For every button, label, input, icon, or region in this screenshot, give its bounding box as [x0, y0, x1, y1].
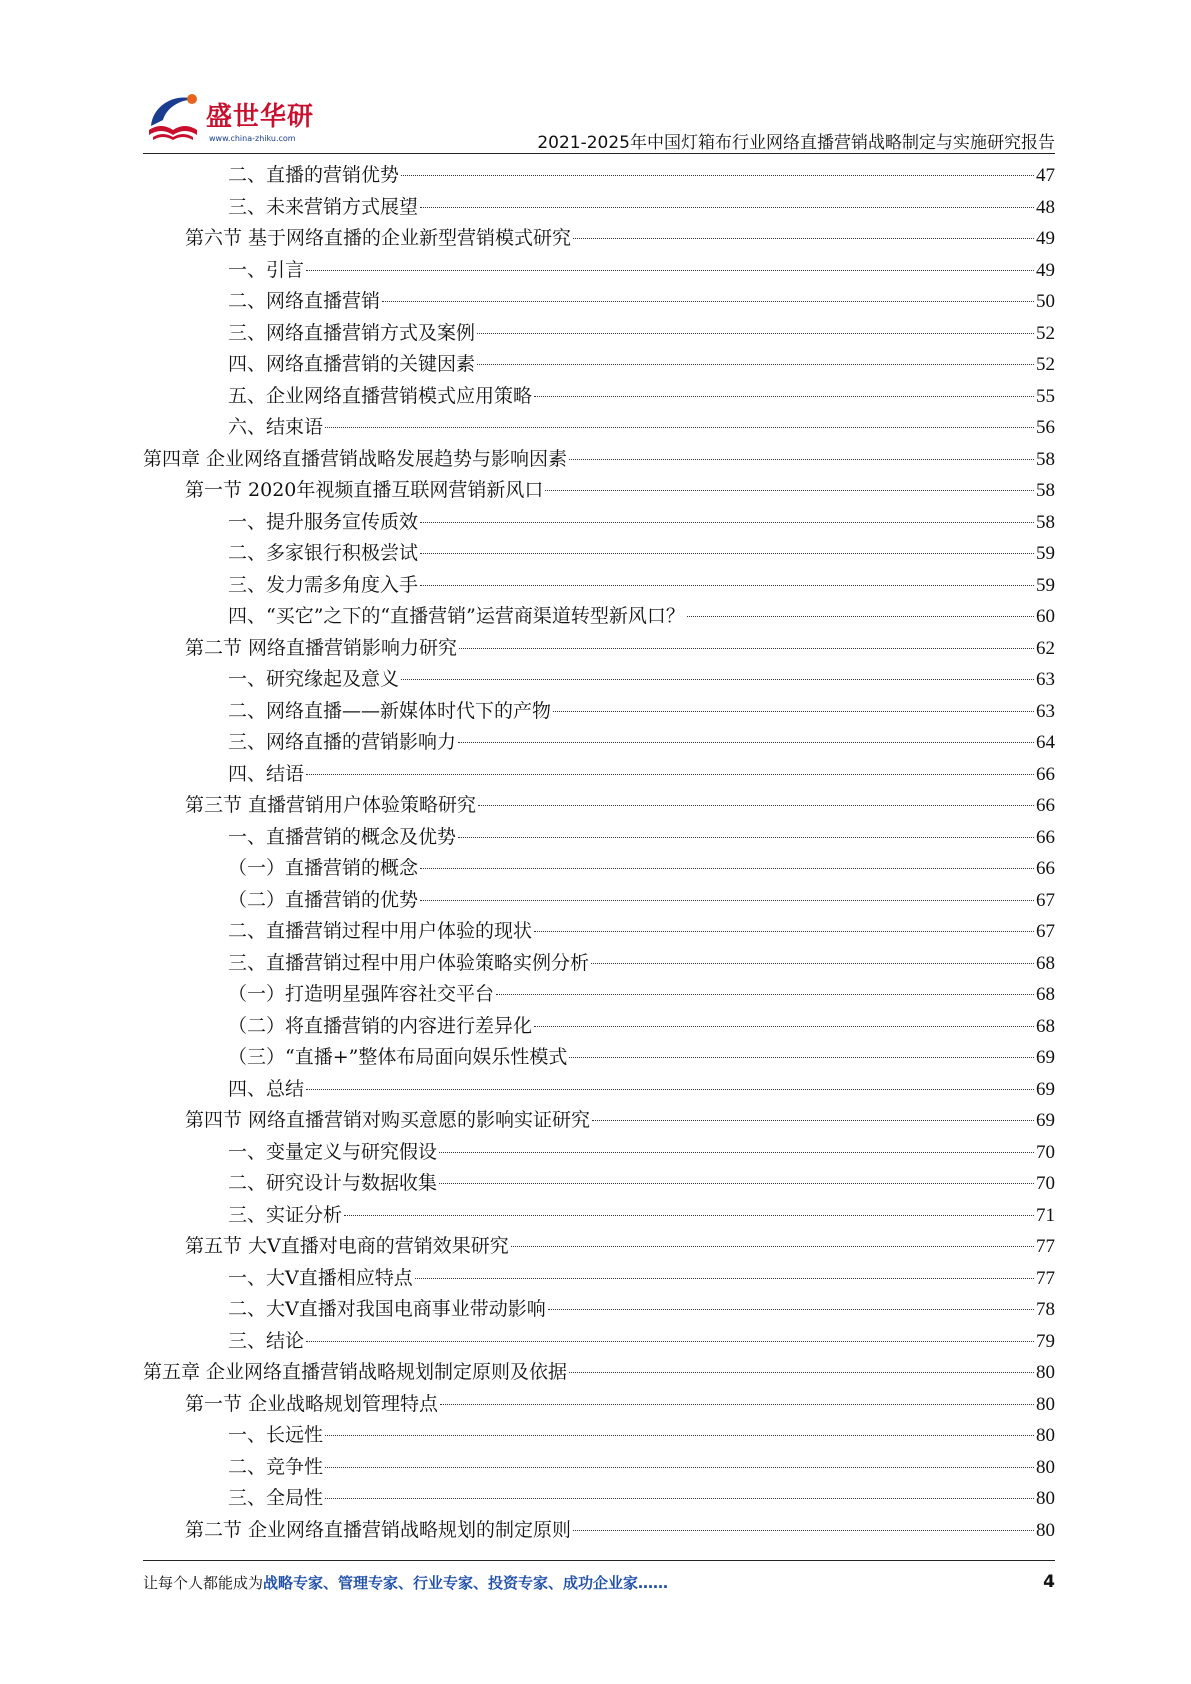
- toc-entry-title: 一、直播营销的概念及优势: [228, 825, 457, 848]
- toc-page-number: 77: [1036, 1236, 1055, 1257]
- toc-page-number: 58: [1036, 511, 1055, 533]
- toc-page-number: 66: [1036, 763, 1055, 785]
- table-of-contents: [143, 160, 1055, 1546]
- company-logo: [143, 86, 313, 148]
- toc-dot-leader: [306, 1341, 1034, 1342]
- toc-entry-title: 第四章 企业网络直播营销战略发展趋势与影响因素: [143, 447, 568, 470]
- footer-slogan-highlight: 战略专家、管理专家、行业专家、投资专家、成功企业家……: [263, 1574, 669, 1592]
- toc-entry[interactable]: [143, 223, 1055, 255]
- toc-page-number: 79: [1036, 1330, 1055, 1352]
- toc-entry-title: 三、网络直播营销方式及案例: [228, 321, 476, 344]
- toc-page-number: 62: [1036, 637, 1055, 659]
- toc-entry-title: 二、大V直播对我国电商事业带动影响: [228, 1298, 546, 1320]
- toc-page-number: 77: [1036, 1267, 1055, 1289]
- header-divider: [143, 153, 1055, 154]
- toc-entry-title: 三、实证分析: [228, 1203, 343, 1226]
- toc-dot-leader: [325, 1467, 1034, 1468]
- toc-entry[interactable]: [143, 444, 1055, 476]
- toc-entry[interactable]: [143, 1200, 1055, 1232]
- toc-entry-title: 二、直播营销过程中用户体验的现状: [228, 920, 533, 942]
- toc-page-number: 78: [1036, 1299, 1055, 1320]
- toc-entry[interactable]: [143, 318, 1055, 350]
- toc-page-number: 69: [1036, 1110, 1055, 1131]
- toc-dot-leader: [478, 805, 1034, 806]
- toc-entry[interactable]: [143, 192, 1055, 224]
- toc-dot-leader: [439, 1152, 1034, 1153]
- toc-page-number: 67: [1036, 921, 1055, 942]
- toc-entry-title: 二、研究设计与数据收集: [228, 1172, 438, 1194]
- toc-page-number: 69: [1036, 1047, 1055, 1068]
- toc-entry-title: 四、结语: [228, 762, 305, 785]
- toc-page-number: 58: [1036, 448, 1055, 470]
- toc-entry-title: 二、多家银行积极尝试: [228, 542, 419, 564]
- toc-entry[interactable]: [143, 1326, 1055, 1358]
- toc-page-number: 52: [1036, 354, 1055, 375]
- toc-entry[interactable]: [143, 1452, 1055, 1484]
- toc-dot-leader: [420, 585, 1034, 586]
- toc-page-number: 66: [1036, 795, 1055, 816]
- toc-dot-leader: [415, 1278, 1034, 1279]
- toc-entry[interactable]: [143, 916, 1055, 948]
- toc-dot-leader: [382, 301, 1034, 302]
- toc-entry[interactable]: [143, 601, 1055, 633]
- toc-entry-title: 第五节 大V直播对电商的营销效果研究: [185, 1235, 509, 1257]
- toc-dot-leader: [534, 1026, 1034, 1027]
- toc-entry[interactable]: [143, 696, 1055, 728]
- toc-page-number: 60: [1036, 606, 1055, 627]
- toc-entry[interactable]: [143, 1231, 1055, 1263]
- toc-dot-leader: [459, 648, 1034, 649]
- footer-slogan: [143, 1572, 668, 1593]
- toc-entry-title: 一、长远性: [228, 1424, 324, 1446]
- toc-entry-title: 三、结论: [228, 1329, 305, 1352]
- toc-entry[interactable]: [143, 412, 1055, 444]
- toc-entry-title: 一、研究缘起及意义: [228, 668, 400, 690]
- logo-url: www.china-zhiku.com: [209, 134, 296, 143]
- toc-page-number: 71: [1036, 1204, 1055, 1226]
- toc-page-number: 80: [1036, 1425, 1055, 1446]
- toc-dot-leader: [306, 1089, 1034, 1090]
- toc-entry[interactable]: [143, 1011, 1055, 1043]
- toc-entry-title: 第六节 基于网络直播的企业新型营销模式研究: [185, 227, 572, 249]
- toc-entry-title: 五、企业网络直播营销模式应用策略: [228, 384, 533, 407]
- toc-entry[interactable]: [143, 633, 1055, 665]
- logo-emblem-icon: [143, 86, 205, 144]
- toc-entry[interactable]: [143, 853, 1055, 885]
- toc-entry-title: 四、网络直播营销的关键因素: [228, 353, 476, 375]
- toc-page-number: 63: [1036, 700, 1055, 722]
- toc-page-number: 56: [1036, 417, 1055, 438]
- toc-page-number: 68: [1036, 984, 1055, 1005]
- toc-entry-title: 一、变量定义与研究假设: [228, 1140, 438, 1163]
- toc-dot-leader: [458, 837, 1034, 838]
- footer-slogan-prefix: 让每个人都能成为: [143, 1574, 264, 1592]
- toc-dot-leader: [420, 207, 1034, 208]
- toc-entry[interactable]: [143, 1137, 1055, 1169]
- toc-entry-title: 三、直播营销过程中用户体验策略实例分析: [228, 951, 590, 974]
- toc-entry[interactable]: [143, 948, 1055, 980]
- toc-entry[interactable]: [143, 538, 1055, 570]
- toc-entry[interactable]: [143, 475, 1055, 507]
- toc-dot-leader: [569, 1372, 1034, 1373]
- toc-entry[interactable]: [143, 1515, 1055, 1547]
- toc-page-number: 66: [1036, 858, 1055, 879]
- toc-entry-title: 三、发力需多角度入手: [228, 573, 419, 596]
- toc-entry[interactable]: [143, 822, 1055, 854]
- toc-entry[interactable]: [143, 790, 1055, 822]
- toc-page-number: 70: [1036, 1141, 1055, 1163]
- toc-dot-leader: [545, 490, 1034, 491]
- toc-dot-leader: [401, 679, 1034, 680]
- toc-page-number: 52: [1036, 322, 1055, 344]
- toc-entry-title: 三、未来营销方式展望: [228, 195, 419, 218]
- toc-dot-leader: [325, 1498, 1034, 1499]
- toc-entry-title: 二、竞争性: [228, 1455, 324, 1478]
- toc-entry-title: 四、“买它”之下的“直播营销”运营商渠道转型新风口？: [228, 605, 685, 627]
- toc-dot-leader: [420, 522, 1034, 523]
- toc-dot-leader: [569, 1057, 1034, 1058]
- page-number: 4: [1043, 1572, 1055, 1592]
- toc-dot-leader: [439, 1183, 1034, 1184]
- toc-entry-title: 第三节 直播营销用户体验策略研究: [185, 794, 477, 816]
- toc-entry-title: 第五章 企业网络直播营销战略规划制定原则及依据: [143, 1361, 568, 1383]
- toc-dot-leader: [440, 1404, 1034, 1405]
- toc-dot-leader: [511, 1246, 1034, 1247]
- toc-entry-title: （二）将直播营销的内容进行差异化: [228, 1014, 533, 1037]
- toc-page-number: 80: [1036, 1456, 1055, 1478]
- toc-page-number: 49: [1036, 259, 1055, 281]
- toc-entry-title: （二）直播营销的优势: [228, 888, 419, 911]
- toc-dot-leader: [534, 931, 1034, 932]
- toc-page-number: 59: [1036, 543, 1055, 564]
- toc-entry[interactable]: [143, 979, 1055, 1011]
- toc-entry[interactable]: [143, 664, 1055, 696]
- toc-dot-leader: [548, 1309, 1034, 1310]
- toc-entry[interactable]: [143, 286, 1055, 318]
- toc-entry-title: 一、提升服务宣传质效: [228, 510, 419, 533]
- toc-dot-leader: [687, 616, 1034, 617]
- toc-page-number: 80: [1036, 1519, 1055, 1541]
- page-header: [143, 82, 1055, 154]
- toc-entry[interactable]: [143, 727, 1055, 759]
- toc-dot-leader: [569, 459, 1034, 460]
- toc-entry[interactable]: [143, 1389, 1055, 1421]
- toc-page-number: 63: [1036, 669, 1055, 690]
- toc-entry-title: 二、网络直播营销: [228, 290, 381, 312]
- toc-page-number: 66: [1036, 826, 1055, 848]
- footer-divider: [143, 1560, 1055, 1561]
- toc-entry-title: 第二节 企业网络直播营销战略规划的制定原则: [185, 1518, 572, 1541]
- toc-entry-title: 四、总结: [228, 1077, 305, 1100]
- toc-dot-leader: [573, 1530, 1034, 1531]
- toc-dot-leader: [306, 774, 1034, 775]
- toc-entry[interactable]: [143, 570, 1055, 602]
- toc-dot-leader: [592, 1120, 1034, 1121]
- toc-dot-leader: [420, 868, 1034, 869]
- toc-entry[interactable]: [143, 1357, 1055, 1389]
- toc-dot-leader: [591, 963, 1034, 964]
- toc-dot-leader: [458, 742, 1034, 743]
- toc-page-number: 59: [1036, 574, 1055, 596]
- toc-dot-leader: [344, 1215, 1034, 1216]
- toc-dot-leader: [401, 175, 1034, 176]
- toc-entry[interactable]: [143, 1105, 1055, 1137]
- toc-page-number: 68: [1036, 952, 1055, 974]
- toc-entry-title: （一）打造明星强阵容社交平台: [228, 983, 495, 1005]
- toc-dot-leader: [477, 364, 1034, 365]
- toc-entry[interactable]: [143, 1074, 1055, 1106]
- toc-entry-title: 二、网络直播——新媒体时代下的产物: [228, 699, 552, 722]
- toc-entry-title: 二、直播的营销优势: [228, 164, 400, 186]
- toc-entry-title: 三、网络直播的营销影响力: [228, 731, 457, 753]
- toc-entry[interactable]: [143, 759, 1055, 791]
- toc-entry[interactable]: [143, 1483, 1055, 1515]
- toc-entry[interactable]: [143, 160, 1055, 192]
- toc-entry[interactable]: [143, 255, 1055, 287]
- toc-entry[interactable]: [143, 1042, 1055, 1074]
- toc-page-number: 48: [1036, 196, 1055, 218]
- toc-dot-leader: [325, 427, 1034, 428]
- toc-dot-leader: [306, 270, 1034, 271]
- toc-entry[interactable]: [143, 381, 1055, 413]
- toc-entry-title: 三、全局性: [228, 1487, 324, 1509]
- toc-entry-title: （三）“直播+”整体布局面向娱乐性模式: [228, 1046, 568, 1068]
- page-footer: [143, 1572, 1055, 1598]
- toc-entry[interactable]: [143, 1263, 1055, 1295]
- toc-dot-leader: [553, 711, 1034, 712]
- toc-entry-title: （一）直播营销的概念: [228, 857, 419, 879]
- toc-entry-title: 六、结束语: [228, 416, 324, 438]
- toc-entry-title: 第四节 网络直播营销对购买意愿的影响实证研究: [185, 1109, 591, 1131]
- toc-dot-leader: [534, 396, 1034, 397]
- toc-entry[interactable]: [143, 349, 1055, 381]
- toc-page-number: 47: [1036, 165, 1055, 186]
- toc-page-number: 70: [1036, 1173, 1055, 1194]
- toc-entry-title: 第一节 企业战略规划管理特点: [185, 1392, 439, 1415]
- toc-page-number: 64: [1036, 732, 1055, 753]
- toc-page-number: 67: [1036, 889, 1055, 911]
- toc-dot-leader: [325, 1435, 1034, 1436]
- toc-entry-title: 第一节 2020年视频直播互联网营销新风口: [185, 479, 544, 501]
- toc-page-number: 80: [1036, 1488, 1055, 1509]
- toc-entry-title: 一、大V直播相应特点: [228, 1266, 413, 1289]
- toc-page-number: 68: [1036, 1015, 1055, 1037]
- toc-entry-title: 一、引言: [228, 258, 305, 281]
- toc-entry-title: 第二节 网络直播营销影响力研究: [185, 636, 458, 659]
- toc-dot-leader: [420, 900, 1034, 901]
- toc-dot-leader: [477, 333, 1034, 334]
- toc-page-number: 80: [1036, 1362, 1055, 1383]
- toc-page-number: 49: [1036, 228, 1055, 249]
- toc-entry[interactable]: [143, 1420, 1055, 1452]
- toc-page-number: 69: [1036, 1078, 1055, 1100]
- toc-dot-leader: [573, 238, 1034, 239]
- report-title: 2021-2025年中国灯箱布行业网络直播营销战略制定与实施研究报告: [537, 133, 1055, 153]
- toc-entry[interactable]: [143, 1294, 1055, 1326]
- toc-dot-leader: [420, 553, 1034, 554]
- toc-page-number: 55: [1036, 385, 1055, 407]
- logo-name: 盛世华研: [206, 102, 315, 132]
- toc-entry[interactable]: [143, 507, 1055, 539]
- toc-entry[interactable]: [143, 1168, 1055, 1200]
- toc-entry[interactable]: [143, 885, 1055, 917]
- toc-dot-leader: [496, 994, 1034, 995]
- toc-page-number: 58: [1036, 480, 1055, 501]
- toc-page-number: 80: [1036, 1393, 1055, 1415]
- toc-page-number: 50: [1036, 291, 1055, 312]
